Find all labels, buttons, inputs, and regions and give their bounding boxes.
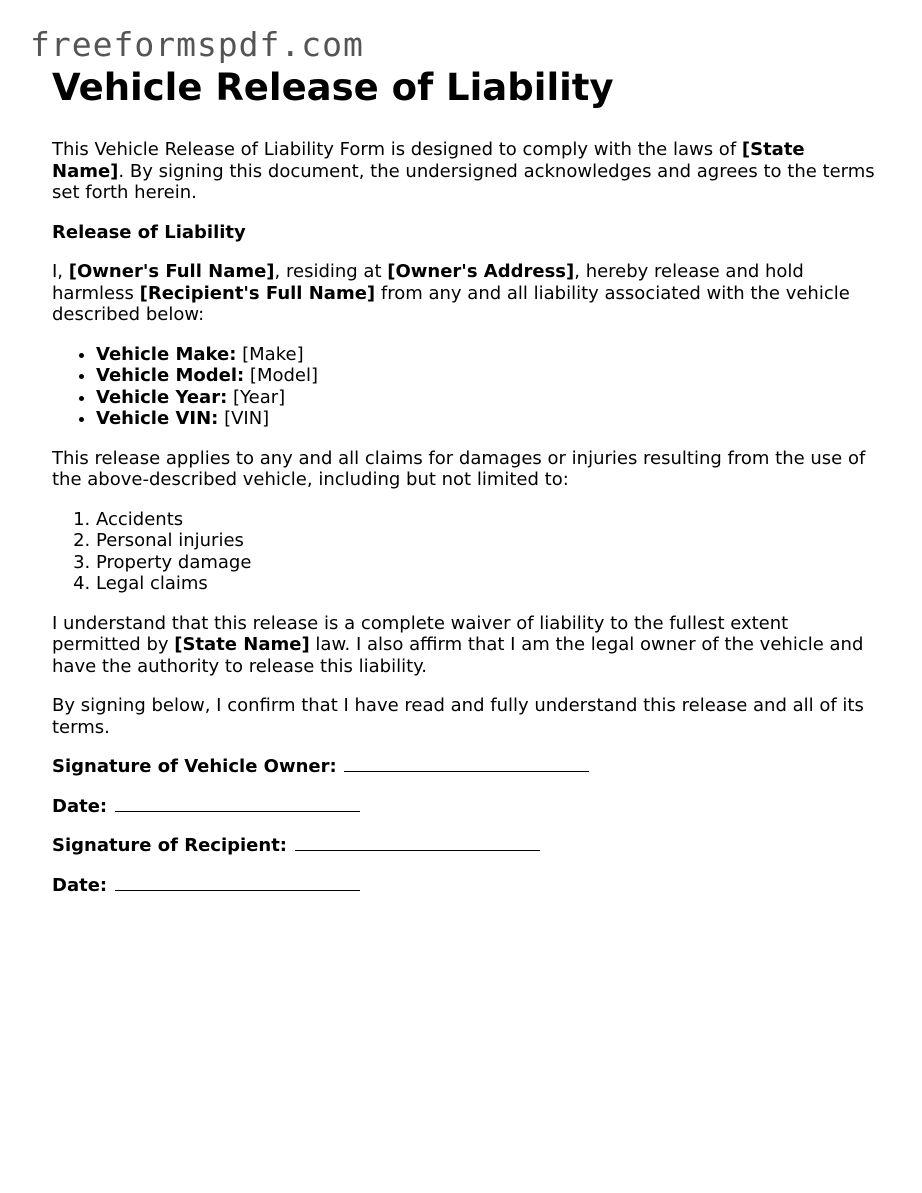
vehicle-vin-value: [VIN] xyxy=(218,408,270,429)
intro-text-1: This Vehicle Release of Liability Form is designed to comply with the laws of xyxy=(52,139,742,160)
vehicle-year-label: Vehicle Year: xyxy=(96,386,228,408)
vehicle-make-item xyxy=(96,344,882,366)
claim-item: 2. Personal injuries xyxy=(96,530,882,552)
claim-item: 1. Accidents xyxy=(96,509,882,531)
release-text-3: , hereby release and hold harmless xyxy=(52,261,804,304)
vehicle-make-label: Vehicle Make: xyxy=(96,343,237,365)
state-name-placeholder: [State Name] xyxy=(174,634,310,655)
waiver-text-2: law. I also affirm that I am the legal owner of the vehicle and have the authority to release this liability. xyxy=(52,634,864,677)
recipient-date-line xyxy=(52,875,882,897)
owner-signature-line xyxy=(52,756,882,778)
vehicle-year-item xyxy=(96,387,882,409)
vehicle-model-value: [Model] xyxy=(244,365,319,386)
recipient-signature-field[interactable] xyxy=(295,838,540,851)
owner-date-line xyxy=(52,796,882,818)
state-name-placeholder: [State Name] xyxy=(52,139,805,182)
vehicle-vin-label: Vehicle VIN: xyxy=(96,408,219,429)
vehicle-model-label: Vehicle Model: xyxy=(96,365,245,386)
claim-item: 3. Property damage xyxy=(96,552,882,574)
vehicle-model-item xyxy=(96,365,882,387)
recipient-name-placeholder: [Recipient's Full Name] xyxy=(139,282,376,304)
recipient-date-label: Date: xyxy=(52,874,108,896)
waiver-paragraph xyxy=(52,613,882,678)
owner-date-field[interactable] xyxy=(115,799,360,812)
document-body xyxy=(52,66,882,914)
owner-name-placeholder: [Owner's Full Name] xyxy=(68,261,275,282)
owner-date-label: Date: xyxy=(52,795,108,817)
owner-signature-field[interactable] xyxy=(344,759,589,772)
recipient-date-field[interactable] xyxy=(115,878,360,891)
recipient-signature-line xyxy=(52,835,882,857)
owner-address-placeholder: [Owner's Address] xyxy=(387,261,575,282)
watermark: freeformspdf.com xyxy=(30,25,364,64)
recipient-signature-label: Signature of Recipient: xyxy=(52,835,288,856)
release-text-1: I, xyxy=(52,261,69,282)
release-text-2: , residing at xyxy=(274,261,388,282)
intro-paragraph xyxy=(52,139,882,204)
release-text-4: from any and all liability associated with the vehicle described below: xyxy=(52,282,850,325)
vehicle-year-value: [Year] xyxy=(227,386,286,408)
intro-text-2: . By signing this document, the undersigned acknowledges and agrees to the terms set forth herein. xyxy=(52,160,875,203)
waiver-text-1: I understand that this release is a complete waiver of liability to the fullest extent permitted by xyxy=(52,612,789,655)
claims-intro-paragraph: This release applies to any and all claims for damages or injuries resulting from the use of the above-described vehicle, including but not limited to: xyxy=(52,447,866,490)
owner-signature-label: Signature of Vehicle Owner: xyxy=(52,756,337,777)
release-paragraph xyxy=(52,261,882,326)
section-title: Release of Liability xyxy=(52,221,246,243)
vehicle-make-value: [Make] xyxy=(236,343,304,365)
document-title: Vehicle Release of Liability xyxy=(52,66,614,109)
claims-list xyxy=(52,509,882,595)
claim-item: 4. Legal claims xyxy=(96,573,882,595)
vehicle-details-list xyxy=(52,344,882,430)
vehicle-vin-item xyxy=(96,408,882,430)
confirmation-paragraph: By signing below, I confirm that I have read and fully understand this release and all of its terms. xyxy=(52,695,864,738)
